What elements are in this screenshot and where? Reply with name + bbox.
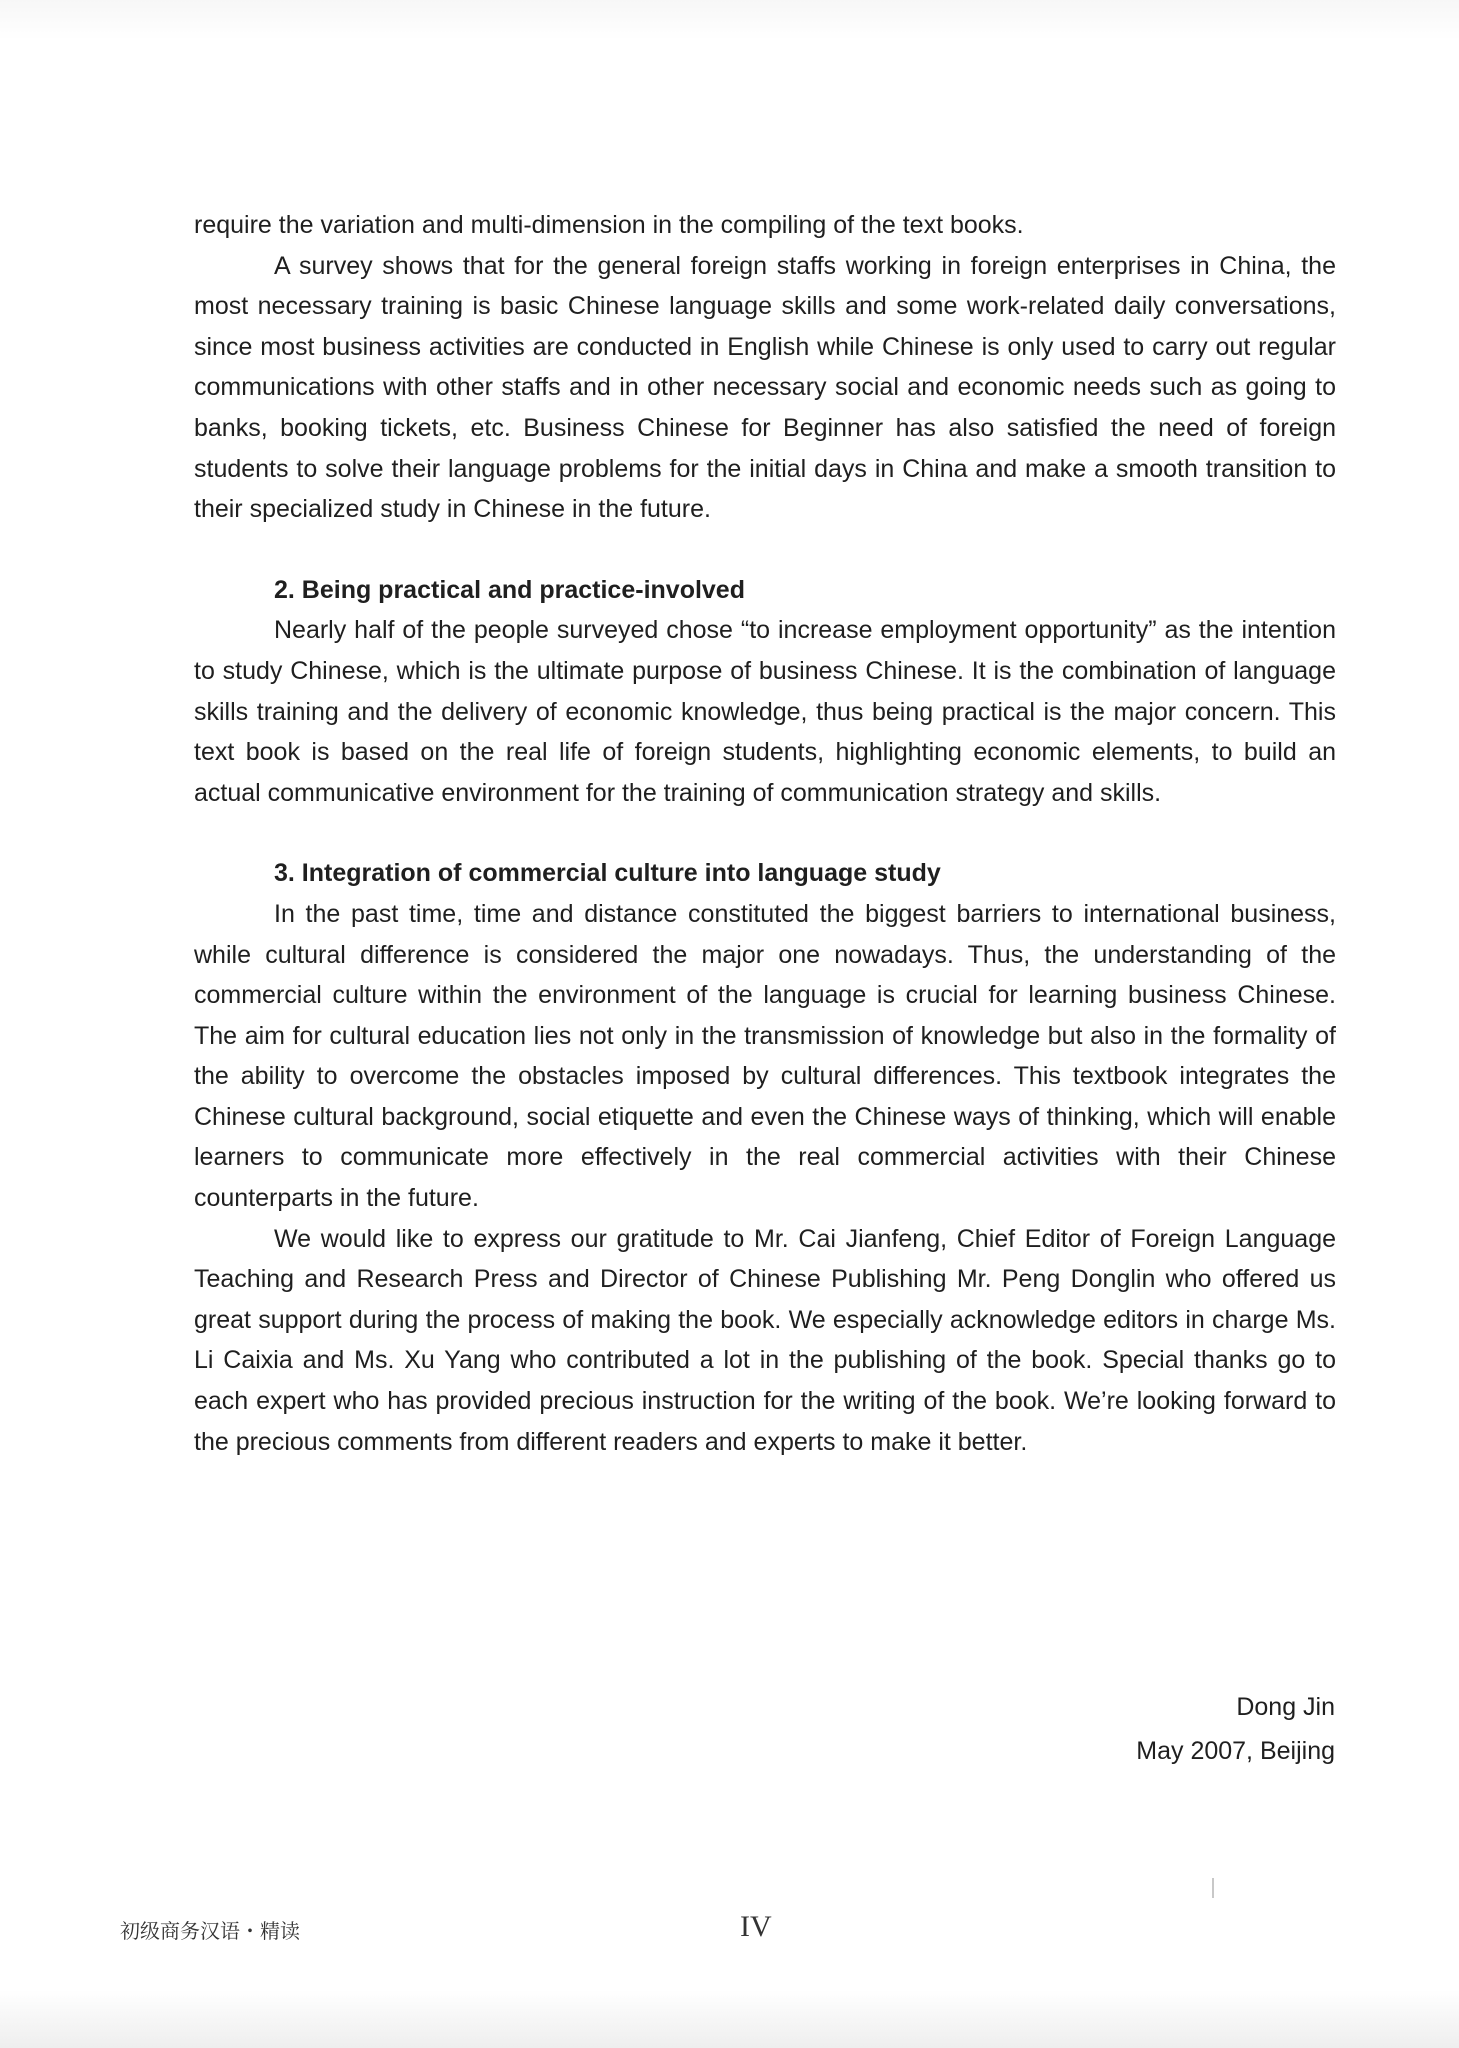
footer-book-title: 初级商务汉语・精读 <box>120 1919 300 1943</box>
paragraph-practical: Nearly half of the people surveyed chose “to increase employment opportunity” as the intention to study Chinese, which is the ultimate purpose of business Chinese. It is the combination of language skills training and the delivery of economic knowledge, thus being practical is the major concern. This text book is based on the real life of foreign students, highlighting economic elements, to build an actual communicative environment for the training of communication strategy and skills. <box>194 616 1336 807</box>
paragraph-acknowledgements: We would like to express our gratitude to Mr. Cai Jianfeng, Chief Editor of Foreign Language Teaching and Research Press and Director of Chinese Publishing Mr. Peng Donglin who offered us great support during the process of making the book. We especially acknowledge editors in charge Ms. Li Caixia and Ms. Xu Yang who contributed a lot in the publishing of the book. Special thanks go to each expert who has provided precious instruction for the writing of the book. We’re looking forward to the precious comments from different readers and experts to make it better. <box>194 1224 1336 1456</box>
footer-page-number: IV <box>740 1910 772 1943</box>
body-text <box>194 205 1336 1462</box>
scan-mark <box>1212 1878 1214 1898</box>
section-heading-practical: 2. Being practical and practice-involved <box>274 575 745 604</box>
section-gap <box>194 530 1336 570</box>
author-name: Dong Jin <box>1236 1693 1335 1721</box>
paragraph-continued: require the variation and multi-dimension in the compiling of the text books. <box>194 211 1024 239</box>
section-gap <box>194 813 1336 853</box>
section-heading-culture: 3. Integration of commercial culture into language study <box>274 859 941 888</box>
signature-block <box>1136 1685 1335 1773</box>
paragraph-survey: A survey shows that for the general foreign staffs working in foreign enterprises in China, the most necessary training is basic Chinese language skills and some work-related daily conversations, since most business activities are conducted in English while Chinese is only used to carry out regular communications with other staffs and in other necessary social and economic needs such as going to banks, booking tickets, etc. Business Chinese for Beginner has also satisfied the need of foreign students to solve their language problems for the initial days in China and make a smooth transition to their specialized study in Chinese in the future. <box>194 251 1336 524</box>
date-place: May 2007, Beijing <box>1136 1737 1335 1765</box>
paragraph-culture: In the past time, time and distance constituted the biggest barriers to international business, while cultural difference is considered the major one nowadays. Thus, the understanding of the commercial culture within the environment of the language is crucial for learning business Chinese. The aim for cultural education lies not only in the transmission of knowledge but also in the formality of the ability to overcome the obstacles imposed by cultural differences. This textbook integrates the Chinese cultural background, social etiquette and even the Chinese ways of thinking, which will enable learners to communicate more effectively in the real commercial activities with their Chinese counterparts in the future. <box>194 899 1336 1213</box>
